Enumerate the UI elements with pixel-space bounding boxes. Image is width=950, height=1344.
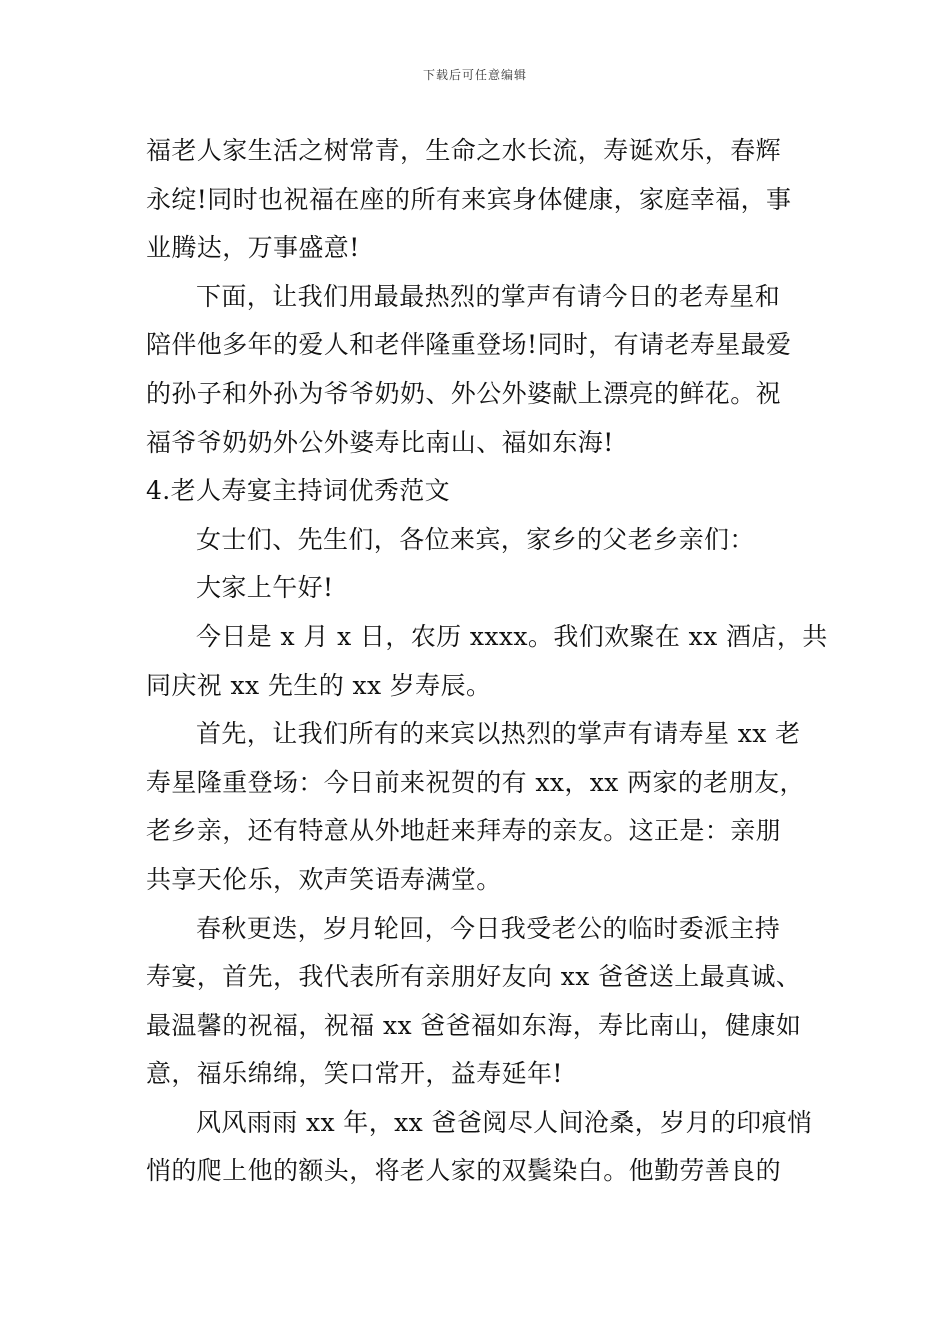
text-line: 同庆祝 xx 先生的 xx 岁寿辰。 (146, 670, 492, 700)
text-line: 业腾达，万事盛意! (146, 233, 360, 263)
text-line: 寿宴，首先，我代表所有亲朋好友向 xx 爸爸送上最真诚、 (146, 962, 802, 992)
text-line: 意，福乐绵绵，笑口常开，益寿延年! (146, 1059, 563, 1089)
text-line: 春秋更迭，岁月轮回，今日我受老公的临时委派主持 (196, 913, 781, 943)
document-body (146, 127, 828, 1196)
text-line: 陪伴他多年的爱人和老伴隆重登场!同时，有请老寿星最爱 (146, 330, 792, 360)
text-line: 老乡亲，还有特意从外地赶来拜寿的亲友。这正是：亲朋 (146, 816, 782, 846)
text-line: 共享天伦乐，欢声笑语寿满堂。 (146, 864, 502, 894)
text-line: 最温馨的祝福，祝福 xx 爸爸福如东海，寿比南山，健康如 (146, 1010, 802, 1040)
text-line: 寿星隆重登场：今日前来祝贺的有 xx，xx 两家的老朋友， (146, 767, 805, 797)
text-line: 的孙子和外孙为爷爷奶奶、外公外婆献上漂亮的鲜花。祝 (146, 378, 782, 408)
text-line: 大家上午好! (196, 573, 334, 603)
text-line: 首先，让我们所有的来宾以热烈的掌声有请寿星 xx 老 (196, 719, 801, 749)
text-line: 福老人家生活之树常青，生命之水长流，寿诞欢乐，春辉 (146, 136, 782, 165)
text-line: 今日是 x 月 x 日，农历 xxxx。我们欢聚在 xx 酒店，共 (196, 621, 828, 651)
text-line: 女士们、先生们，各位来宾，家乡的父老乡亲们： (196, 524, 755, 554)
text-line: 永绽!同时也祝福在座的所有来宾身体健康，家庭幸福，事 (146, 184, 792, 214)
text-line: 下面，让我们用最最热烈的掌声有请今日的老寿星和 (196, 281, 781, 311)
text-line: 福爷爷奶奶外公外婆寿比南山、福如东海! (146, 427, 614, 457)
text-line: 风风雨雨 xx 年，xx 爸爸阅尽人间沧桑，岁月的印痕悄 (196, 1107, 813, 1137)
section-heading: 4.老人寿宴主持词优秀范文 (146, 476, 451, 506)
text-line: 悄的爬上他的额头，将老人家的双鬓染白。他勤劳善良的 (146, 1156, 782, 1186)
page-header: 下载后可任意编辑 (422, 68, 527, 82)
